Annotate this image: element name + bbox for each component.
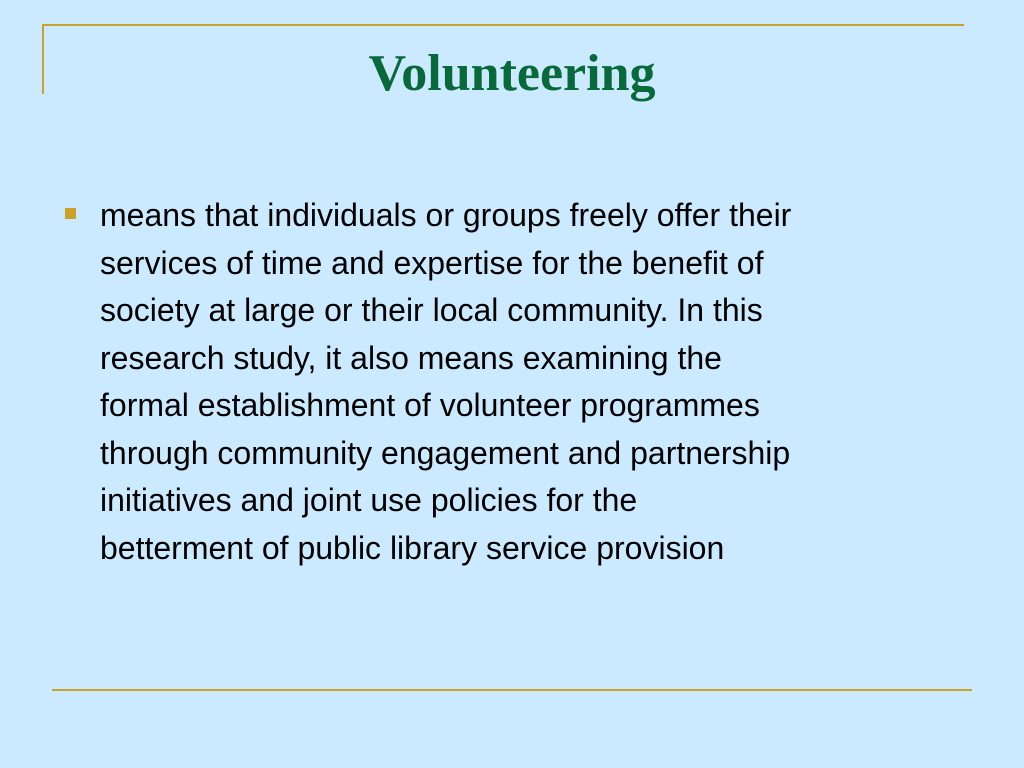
bullet-text: means that individuals or groups freely offer their services of time and expertise for the benefit of society at large or their local community. In this research study, it also means examining the formal establishment of volunteer programmes through community engagement and partnership initiatives and joint use policies for the betterment of public library service provision xyxy=(100,197,792,566)
bullet-item xyxy=(60,192,970,572)
slide-title: Volunteering xyxy=(368,45,656,102)
square-bullet-icon xyxy=(65,208,76,219)
bottom-rule-line xyxy=(52,689,972,691)
top-frame-line xyxy=(42,24,964,26)
bullet-list xyxy=(60,192,970,572)
